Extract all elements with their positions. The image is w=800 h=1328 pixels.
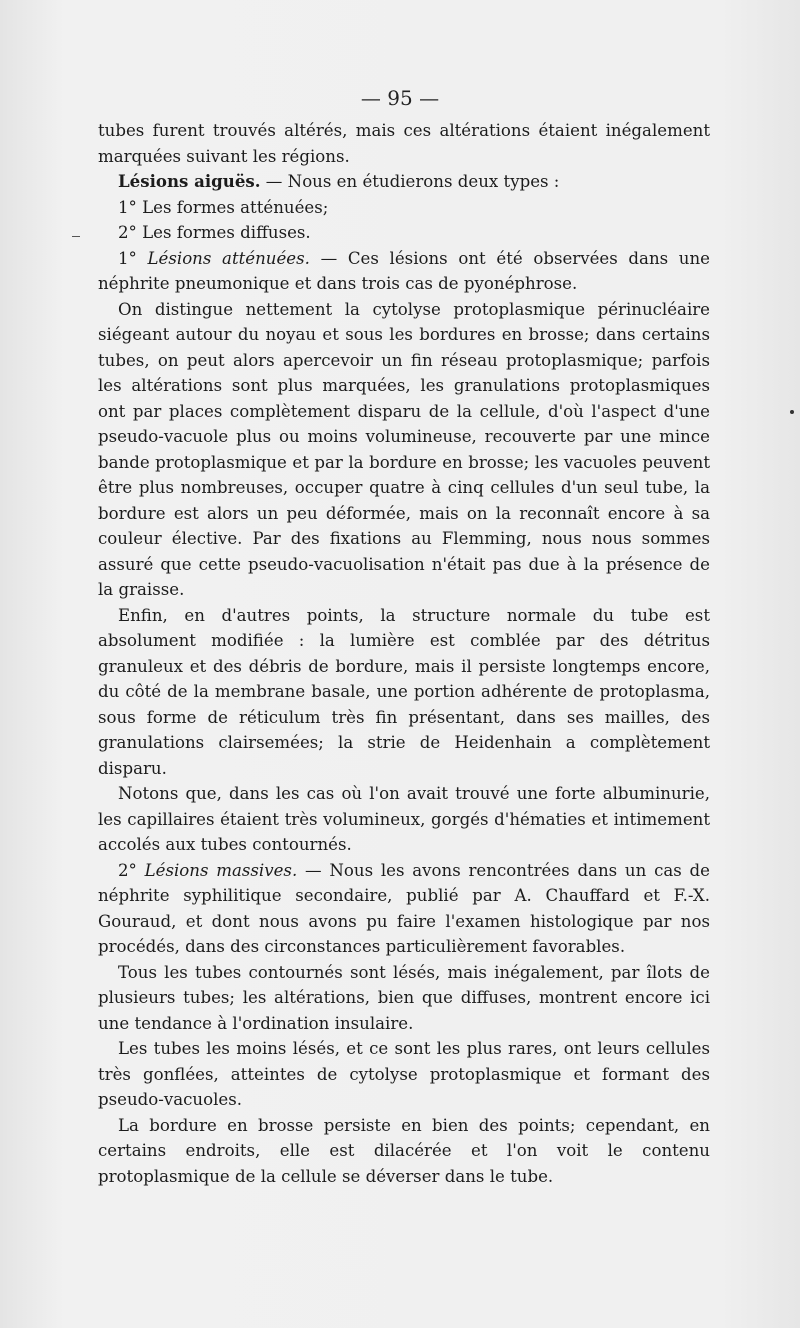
paragraph-text: tubes furent trouvés altérés, mais ces altérations étaient inégalement marquées suivant les régions. — [98, 121, 710, 166]
paragraph-text: — Ces lésions ont été observées dans une néphrite pneumonique et dans trois cas de pyonéphrose. — [98, 248, 711, 293]
paragraph — [98, 1036, 710, 1113]
paragraph-text: Notons que, dans les cas où l'on avait trouvé une forte albuminurie, les capillaires étaient très volumineux, gorgés d'hématies et intimement accolés aux tubes contournés. — [98, 784, 710, 854]
subsection-number: 1° — [118, 248, 148, 268]
paragraph-massive — [98, 858, 710, 960]
paragraph-acute-lesions — [98, 169, 710, 195]
section-heading: Lésions aiguës. — [118, 171, 261, 191]
page-number: — 95 — — [360, 86, 440, 110]
paragraph-text: — Nous les avons rencontrées dans un cas de néphrite syphilitique secondaire, publié par A. Chauffard et F.-X. Gouraud, et dont nous avons pu faire l'examen histologique par nos procédés, dans des circonstances particulièrement favorables. — [98, 860, 710, 956]
paragraph — [98, 297, 710, 603]
paragraph-text: Les tubes les moins lésés, et ce sont les plus rares, ont leurs cellules très gonflées, atteintes de cytolyse protoplasmique et formant des pseudo-vacuoles. — [98, 1039, 710, 1109]
paragraph-continuation — [98, 118, 710, 169]
paragraph-text: 1° Les formes atténuées; — [118, 197, 329, 217]
paragraph-attenuated — [98, 246, 710, 297]
paragraph — [98, 781, 710, 858]
margin-dot — [790, 410, 794, 414]
list-item — [98, 220, 710, 246]
paragraph-text: Tous les tubes contournés sont lésés, mais inégalement, par îlots de plusieurs tubes; les altérations, bien que diffuses, montrent encore ici une tendance à l'ordination insulaire. — [98, 962, 710, 1033]
body-text — [98, 118, 710, 1189]
paragraph — [98, 603, 710, 782]
margin-mark — [72, 236, 80, 237]
paragraph-text: On distingue nettement la cytolyse protoplasmique périnucléaire siégeant autour du noyau et sous les bordures en brosse; dans certains tubes, on peut alors apercevoir un fin réseau protoplasmique; parfois les altérations sont plus marquées, les granulations protoplasmiques ont par places complètement disparu de la cellule, d'où l'aspect d'une pseudo-vacuole plus ou moins volumineuse, recouverte par une mince bande protoplasmique et par la bordure en brosse; les vacuoles peuvent être plus nombreuses, occuper quatre à cinq cellules d'un seul tube, la bordure est alors un peu déformée, mais on la reconnaît encore à sa couleur élective. Par des fixations au Flemming, nous nous sommes assuré que cette pseudo-vacuolisation n'était pas due à la présence de la graisse. — [98, 299, 710, 599]
paragraph-text: Enfin, en d'autres points, la structure normale du tube est absolument modifiée : la lumière est comblée par des détritus granuleux et des débris de bordure, mais il persiste longtemps encore, du côté de la membrane basale, une portion adhérente de protoplasma, sous forme de réticulum très fin présentant, dans ses mailles, des granulations clairsemées; la strie de Heidenhain a complètement disparu. — [98, 605, 710, 778]
list-item — [98, 195, 710, 221]
paragraph-text: La bordure en brosse persiste en bien des points; cependant, en certains endroits, elle est dilacérée et l'on voit le contenu protoplasmique de la cellule se déverser dans le tube. — [98, 1115, 710, 1186]
subsection-heading: Lésions atténuées. — [147, 248, 310, 268]
paragraph — [98, 960, 710, 1037]
paragraph-text: 2° Les formes diffuses. — [118, 223, 311, 242]
paragraph-text: — Nous en étudierons deux types : — [260, 172, 560, 191]
subsection-heading: Lésions massives. — [144, 860, 298, 880]
paragraph — [98, 1113, 710, 1190]
subsection-number: 2° — [118, 860, 145, 880]
